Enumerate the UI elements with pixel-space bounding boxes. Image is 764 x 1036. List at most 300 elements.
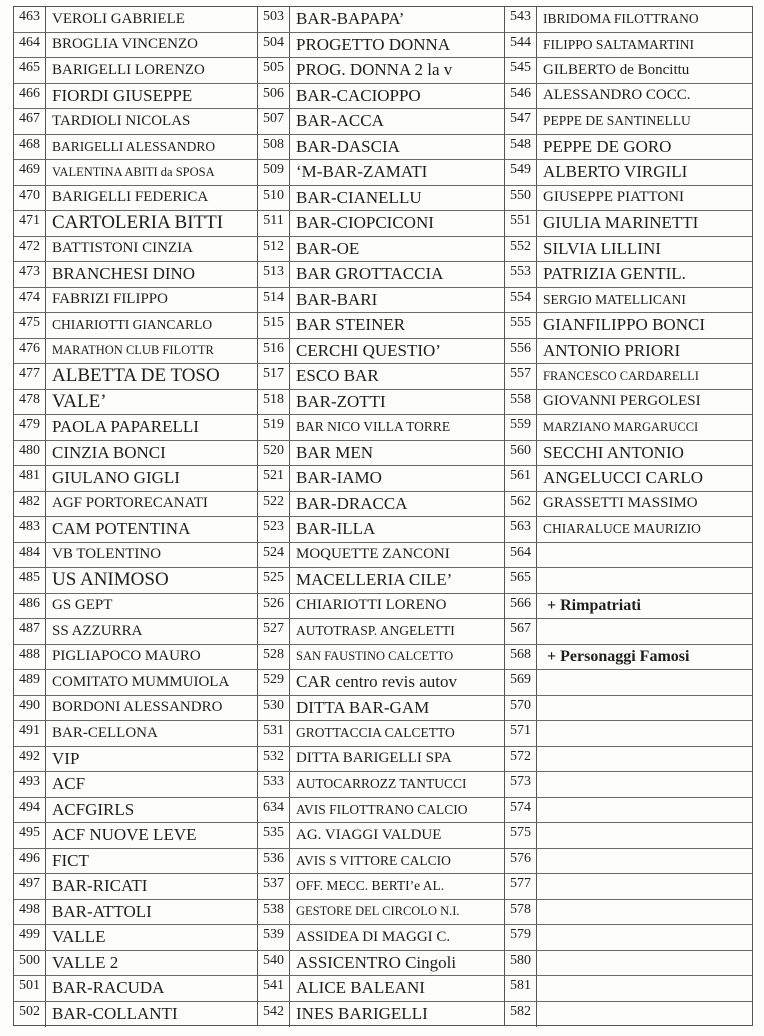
table-row xyxy=(14,568,258,594)
table-row xyxy=(258,415,505,441)
table-row xyxy=(14,874,258,900)
table-row xyxy=(14,364,258,390)
entry-number: 519 xyxy=(258,415,290,440)
table-row xyxy=(14,517,258,543)
entry-name: BAR-CIOPCICONI xyxy=(296,213,434,233)
entry-number: 465 xyxy=(14,58,46,83)
entry-number: 528 xyxy=(258,645,290,670)
table-row xyxy=(14,7,258,33)
entry-number: 533 xyxy=(258,772,290,797)
entry-name: BARIGELLI LORENZO xyxy=(52,61,205,78)
entry-name: TARDIOLI NICOLAS xyxy=(52,112,191,129)
entry-number: 512 xyxy=(258,237,290,262)
entry-number: 549 xyxy=(505,160,537,185)
entry-name: CINZIA BONCI xyxy=(52,442,166,462)
table-row xyxy=(14,466,258,492)
table-row xyxy=(258,670,505,696)
table-row xyxy=(14,288,258,314)
entry-number: 539 xyxy=(258,925,290,950)
table-row xyxy=(14,237,258,263)
table-row xyxy=(505,313,752,339)
entry-name: PIGLIAPOCO MAURO xyxy=(52,648,201,665)
entry-number: 522 xyxy=(258,492,290,517)
entry-name: BAR-CIANELLU xyxy=(296,187,422,207)
entry-name: BAR STEINER xyxy=(296,315,406,335)
entry-name: GS GEPT xyxy=(52,597,113,614)
entry-number: 530 xyxy=(258,696,290,721)
entry-name: SILVIA LILLINI xyxy=(543,238,661,258)
table-row xyxy=(14,1002,258,1028)
table-row xyxy=(258,976,505,1002)
entry-number: 567 xyxy=(505,619,537,644)
entry-number: 490 xyxy=(14,696,46,721)
entry-number: 516 xyxy=(258,339,290,364)
entry-name: VALENTINA ABITI da SPOSA xyxy=(52,164,215,179)
entry-name: ‘M-BAR-ZAMATI xyxy=(296,162,428,182)
table-row xyxy=(258,568,505,594)
entry-number: 553 xyxy=(505,262,537,287)
entry-name: CAR centro revis autov xyxy=(296,672,457,692)
entry-number: 581 xyxy=(505,976,537,1001)
entry-name: ACF xyxy=(52,774,86,794)
table-row xyxy=(258,492,505,518)
entry-number: 478 xyxy=(14,390,46,415)
entry-number: 532 xyxy=(258,747,290,772)
entry-name xyxy=(537,849,752,874)
table-row xyxy=(14,186,258,212)
entry-name: AVIS FILOTTRANO CALCIO xyxy=(296,801,468,817)
entry-number: 527 xyxy=(258,619,290,644)
table-column-2 xyxy=(257,6,505,1026)
table-row xyxy=(505,160,752,186)
entry-number: 509 xyxy=(258,160,290,185)
entry-number: 506 xyxy=(258,84,290,109)
table-row xyxy=(505,619,752,645)
table-row xyxy=(505,849,752,875)
entry-name xyxy=(537,670,752,695)
entry-number: 473 xyxy=(14,262,46,287)
entry-name: PAOLA PAPARELLI xyxy=(52,417,199,437)
table-row xyxy=(14,900,258,926)
entry-number: 554 xyxy=(505,288,537,313)
table-row xyxy=(258,441,505,467)
entry-name: SECCHI ANTONIO xyxy=(543,442,684,462)
entry-name: CHIARIOTTI GIANCARLO xyxy=(52,317,213,333)
entry-number: 634 xyxy=(258,798,290,823)
entry-number: 485 xyxy=(14,568,46,593)
entry-number: 475 xyxy=(14,313,46,338)
entry-number: 501 xyxy=(14,976,46,1001)
table-row xyxy=(505,415,752,441)
table-row xyxy=(505,186,752,212)
table-row xyxy=(505,543,752,569)
table-row xyxy=(14,721,258,747)
entry-name: ALICE BALEANI xyxy=(296,978,425,998)
table-row xyxy=(258,619,505,645)
table-row xyxy=(505,466,752,492)
entry-name: OFF. MECC. BERTI’e AL. xyxy=(296,878,445,894)
table-row xyxy=(14,619,258,645)
entry-name: ACF NUOVE LEVE xyxy=(52,825,197,845)
table-row xyxy=(505,823,752,849)
entry-name: GROTTACCIA CALCETTO xyxy=(296,725,455,741)
entry-name: DITTA BARIGELLI SPA xyxy=(296,750,452,767)
entry-name: GIOVANNI PERGOLESI xyxy=(543,393,701,410)
table-row xyxy=(505,951,752,977)
table-row xyxy=(14,696,258,722)
entry-number: 482 xyxy=(14,492,46,517)
entry-name: BAR-ZOTTI xyxy=(296,391,386,411)
entry-number: 545 xyxy=(505,58,537,83)
entry-number: 573 xyxy=(505,772,537,797)
entry-name: AUTOTRASP. ANGELETTI xyxy=(296,623,455,639)
table-row xyxy=(14,798,258,824)
entry-name: MOQUETTE ZANCONI xyxy=(296,546,450,563)
entry-number: 523 xyxy=(258,517,290,542)
table-row xyxy=(505,900,752,926)
entry-number: 508 xyxy=(258,135,290,160)
table-row xyxy=(505,772,752,798)
entry-name: INES BARIGELLI xyxy=(296,1004,428,1024)
table-row xyxy=(258,135,505,161)
entry-number: 518 xyxy=(258,390,290,415)
entry-name: ANGELUCCI CARLO xyxy=(543,468,704,488)
entry-name xyxy=(537,568,752,593)
table-row xyxy=(258,390,505,416)
table-row xyxy=(14,84,258,110)
entry-number: 531 xyxy=(258,721,290,746)
table-row xyxy=(505,645,752,671)
entry-number: 486 xyxy=(14,594,46,619)
table-row xyxy=(14,33,258,59)
entry-name: VEROLI GABRIELE xyxy=(52,10,185,27)
entry-number: 578 xyxy=(505,900,537,925)
entry-name: ACFGIRLS xyxy=(52,799,135,819)
entry-number: 467 xyxy=(14,109,46,134)
entry-name: BARIGELLI FEDERICA xyxy=(52,189,209,206)
entry-name: BAR-CACIOPPO xyxy=(296,85,421,105)
entry-name xyxy=(537,925,752,950)
entry-number: 558 xyxy=(505,390,537,415)
entry-number: 489 xyxy=(14,670,46,695)
table-row xyxy=(505,237,752,263)
table-row xyxy=(14,976,258,1002)
entry-name: DITTA BAR-GAM xyxy=(296,697,430,717)
entry-name: GIULANO GIGLI xyxy=(52,468,180,488)
entry-number: 487 xyxy=(14,619,46,644)
table-row xyxy=(505,33,752,59)
table-row xyxy=(258,849,505,875)
entry-name: COMITATO MUMMUIOLA xyxy=(52,673,230,690)
entry-name: BAR-DRACCA xyxy=(296,493,408,513)
entry-name xyxy=(537,543,752,568)
entry-number: 520 xyxy=(258,441,290,466)
table-row xyxy=(258,186,505,212)
table-row xyxy=(505,109,752,135)
entry-name: GRASSETTI MASSIMO xyxy=(543,495,698,512)
table-row xyxy=(258,466,505,492)
entry-number: 582 xyxy=(505,1002,537,1028)
table-row xyxy=(258,288,505,314)
entry-number: 495 xyxy=(14,823,46,848)
table-row xyxy=(258,721,505,747)
table-row xyxy=(14,390,258,416)
entry-number: 559 xyxy=(505,415,537,440)
entry-name xyxy=(537,619,752,644)
table-row xyxy=(258,339,505,365)
entry-name: PROG. DONNA 2 la v xyxy=(296,60,453,80)
entry-name: FIORDI GIUSEPPE xyxy=(52,85,193,105)
table-row xyxy=(14,925,258,951)
entry-number: 500 xyxy=(14,951,46,976)
entry-number: 538 xyxy=(258,900,290,925)
entry-name: ALBERTO VIRGILI xyxy=(543,162,688,182)
entry-number: 476 xyxy=(14,339,46,364)
table-row xyxy=(258,1002,505,1028)
entry-number: 566 xyxy=(505,594,537,619)
entry-name: BROGLIA VINCENZO xyxy=(52,36,198,53)
table-row xyxy=(14,951,258,977)
entry-name: FRANCESCO CARDARELLI xyxy=(543,368,699,383)
table-row xyxy=(258,874,505,900)
table-row xyxy=(14,543,258,569)
entry-number: 543 xyxy=(505,7,537,32)
table-row xyxy=(258,900,505,926)
table-column-1 xyxy=(13,6,258,1026)
entry-number: 546 xyxy=(505,84,537,109)
entry-name xyxy=(537,874,752,899)
entry-number: 551 xyxy=(505,211,537,236)
entry-name: VALLE 2 xyxy=(52,952,119,972)
entry-number: 577 xyxy=(505,874,537,899)
table-row xyxy=(258,7,505,33)
entry-name: ALBETTA DE TOSO xyxy=(52,365,220,387)
entry-name: BAR NICO VILLA TORRE xyxy=(296,419,451,435)
entry-name: BRANCHESI DINO xyxy=(52,264,196,284)
table-row xyxy=(505,798,752,824)
entry-number: 504 xyxy=(258,33,290,58)
entry-name: CARTOLERIA BITTI xyxy=(52,212,224,234)
table-row xyxy=(505,568,752,594)
table-row xyxy=(258,517,505,543)
table-row xyxy=(505,84,752,110)
entry-name xyxy=(537,1002,752,1028)
entry-name: CAM POTENTINA xyxy=(52,519,191,539)
entry-number: 494 xyxy=(14,798,46,823)
entry-name: GESTORE DEL CIRCOLO N.I. xyxy=(296,904,460,919)
entry-number: 492 xyxy=(14,747,46,772)
entry-name: MARZIANO MARGARUCCI xyxy=(543,419,699,434)
table-row xyxy=(505,339,752,365)
entry-name xyxy=(537,798,752,823)
table-row xyxy=(258,109,505,135)
entry-name xyxy=(537,772,752,797)
table-row xyxy=(14,339,258,365)
table-row xyxy=(14,211,258,237)
table-row xyxy=(258,645,505,671)
entry-name: ANTONIO PRIORI xyxy=(543,340,681,360)
entry-name: VALLE xyxy=(52,927,106,947)
entry-number: 540 xyxy=(258,951,290,976)
entry-name: BAR-DASCIA xyxy=(296,136,400,156)
entry-number: 481 xyxy=(14,466,46,491)
table-row xyxy=(14,772,258,798)
entry-number: 483 xyxy=(14,517,46,542)
entry-number: 574 xyxy=(505,798,537,823)
entry-name: AGF PORTORECANATI xyxy=(52,495,208,512)
entry-name: BAR-RACUDA xyxy=(52,978,165,998)
entry-name: VB TOLENTINO xyxy=(52,546,162,563)
entry-number: 579 xyxy=(505,925,537,950)
entry-number: 471 xyxy=(14,211,46,236)
entry-name: BAR-BARI xyxy=(296,289,378,309)
entry-number: 560 xyxy=(505,441,537,466)
entry-name: BORDONI ALESSANDRO xyxy=(52,699,223,716)
table-row xyxy=(505,135,752,161)
entry-number: 521 xyxy=(258,466,290,491)
table-row xyxy=(505,1002,752,1028)
entry-name: BAR-COLLANTI xyxy=(52,1004,178,1024)
entry-number: 525 xyxy=(258,568,290,593)
entry-number: 571 xyxy=(505,721,537,746)
entry-number: 576 xyxy=(505,849,537,874)
entry-name: MACELLERIA CILE’ xyxy=(296,570,453,590)
entry-name: GILBERTO de Boncittu xyxy=(543,61,690,78)
table-row xyxy=(505,696,752,722)
entry-number: 529 xyxy=(258,670,290,695)
entry-name: GIANFILIPPO BONCI xyxy=(543,315,705,335)
table-row xyxy=(14,262,258,288)
entry-number: 466 xyxy=(14,84,46,109)
participant-list-table xyxy=(13,6,753,1026)
entry-number: 569 xyxy=(505,670,537,695)
entry-name: BAR-IAMO xyxy=(296,468,382,488)
entry-name: PATRIZIA GENTIL. xyxy=(543,264,686,284)
entry-number: 513 xyxy=(258,262,290,287)
table-row xyxy=(14,109,258,135)
entry-number: 537 xyxy=(258,874,290,899)
entry-number: 498 xyxy=(14,900,46,925)
table-row xyxy=(14,135,258,161)
entry-name: CHIARALUCE MAURIZIO xyxy=(543,521,701,537)
entry-number: 564 xyxy=(505,543,537,568)
entry-name: PEPPE DE GORO xyxy=(543,136,672,156)
table-row xyxy=(14,160,258,186)
entry-number: 556 xyxy=(505,339,537,364)
entry-name xyxy=(537,976,752,1001)
entry-name: US ANIMOSO xyxy=(52,569,169,591)
entry-number: 470 xyxy=(14,186,46,211)
entry-name: BAR-RICATI xyxy=(52,876,148,896)
entry-number: 565 xyxy=(505,568,537,593)
table-row xyxy=(258,313,505,339)
entry-name: AUTOCARROZZ TANTUCCI xyxy=(296,776,467,792)
table-row xyxy=(14,747,258,773)
entry-name: IBRIDOMA FILOTTRANO xyxy=(543,11,699,27)
entry-name: ASSIDEA DI MAGGI C. xyxy=(296,928,451,945)
entry-name: GIUSEPPE PIATTONI xyxy=(543,189,684,206)
table-row xyxy=(505,925,752,951)
table-row xyxy=(258,772,505,798)
table-row xyxy=(258,33,505,59)
table-row xyxy=(14,492,258,518)
table-row xyxy=(505,390,752,416)
entry-name: BARIGELLI ALESSANDRO xyxy=(52,138,216,154)
entry-name: ASSICENTRO Cingoli xyxy=(296,952,457,972)
table-row xyxy=(14,849,258,875)
entry-name: BAR-ATTOLI xyxy=(52,901,152,921)
entry-number: 477 xyxy=(14,364,46,389)
table-row xyxy=(505,670,752,696)
entry-name: MARATHON CLUB FILOTTR xyxy=(52,343,214,358)
entry-name: BAR-ILLA xyxy=(296,519,376,539)
entry-number: 491 xyxy=(14,721,46,746)
entry-number: 572 xyxy=(505,747,537,772)
table-row xyxy=(14,415,258,441)
table-row xyxy=(258,823,505,849)
entry-number: 511 xyxy=(258,211,290,236)
entry-name: AG. VIAGGI VALDUE xyxy=(296,826,442,843)
entry-name: SAN FAUSTINO CALCETTO xyxy=(296,649,454,664)
table-row xyxy=(258,696,505,722)
table-row xyxy=(14,441,258,467)
entry-number: 468 xyxy=(14,135,46,160)
table-row xyxy=(258,951,505,977)
table-row xyxy=(258,364,505,390)
table-row xyxy=(505,262,752,288)
entry-name: SERGIO MATELLICANI xyxy=(543,291,686,307)
entry-name: FILIPPO SALTAMARTINI xyxy=(543,36,694,52)
entry-number: 580 xyxy=(505,951,537,976)
entry-name: ALESSANDRO COCC. xyxy=(543,87,691,104)
table-row xyxy=(505,288,752,314)
entry-number: 474 xyxy=(14,288,46,313)
entry-name xyxy=(537,747,752,772)
entry-name: CHIARIOTTI LORENO xyxy=(296,597,447,614)
entry-number: 505 xyxy=(258,58,290,83)
table-row xyxy=(14,58,258,84)
entry-name: GIULIA MARINETTI xyxy=(543,213,699,233)
entry-number: 464 xyxy=(14,33,46,58)
entry-number: 555 xyxy=(505,313,537,338)
entry-number: 541 xyxy=(258,976,290,1001)
entry-number: 484 xyxy=(14,543,46,568)
entry-number: 552 xyxy=(505,237,537,262)
table-row xyxy=(258,925,505,951)
table-row xyxy=(505,747,752,773)
table-row xyxy=(258,798,505,824)
table-row xyxy=(505,594,752,620)
entry-name xyxy=(537,696,752,721)
table-row xyxy=(14,645,258,671)
entry-name: PEPPE DE SANTINELLU xyxy=(543,113,691,129)
entry-number: 575 xyxy=(505,823,537,848)
table-row xyxy=(258,594,505,620)
entry-name: BATTISTONI CINZIA xyxy=(52,240,193,257)
entry-name xyxy=(537,721,752,746)
entry-name: BAR-ACCA xyxy=(296,111,384,131)
entry-number: 488 xyxy=(14,645,46,670)
entry-number: 536 xyxy=(258,849,290,874)
entry-name: BAR-CELLONA xyxy=(52,724,158,741)
entry-name: SS AZZURRA xyxy=(52,622,143,639)
table-row xyxy=(505,492,752,518)
category-note: + Personaggi Famosi xyxy=(547,647,690,665)
entry-name: ESCO BAR xyxy=(296,366,379,386)
table-row xyxy=(505,364,752,390)
table-row xyxy=(14,823,258,849)
entry-number: 499 xyxy=(14,925,46,950)
